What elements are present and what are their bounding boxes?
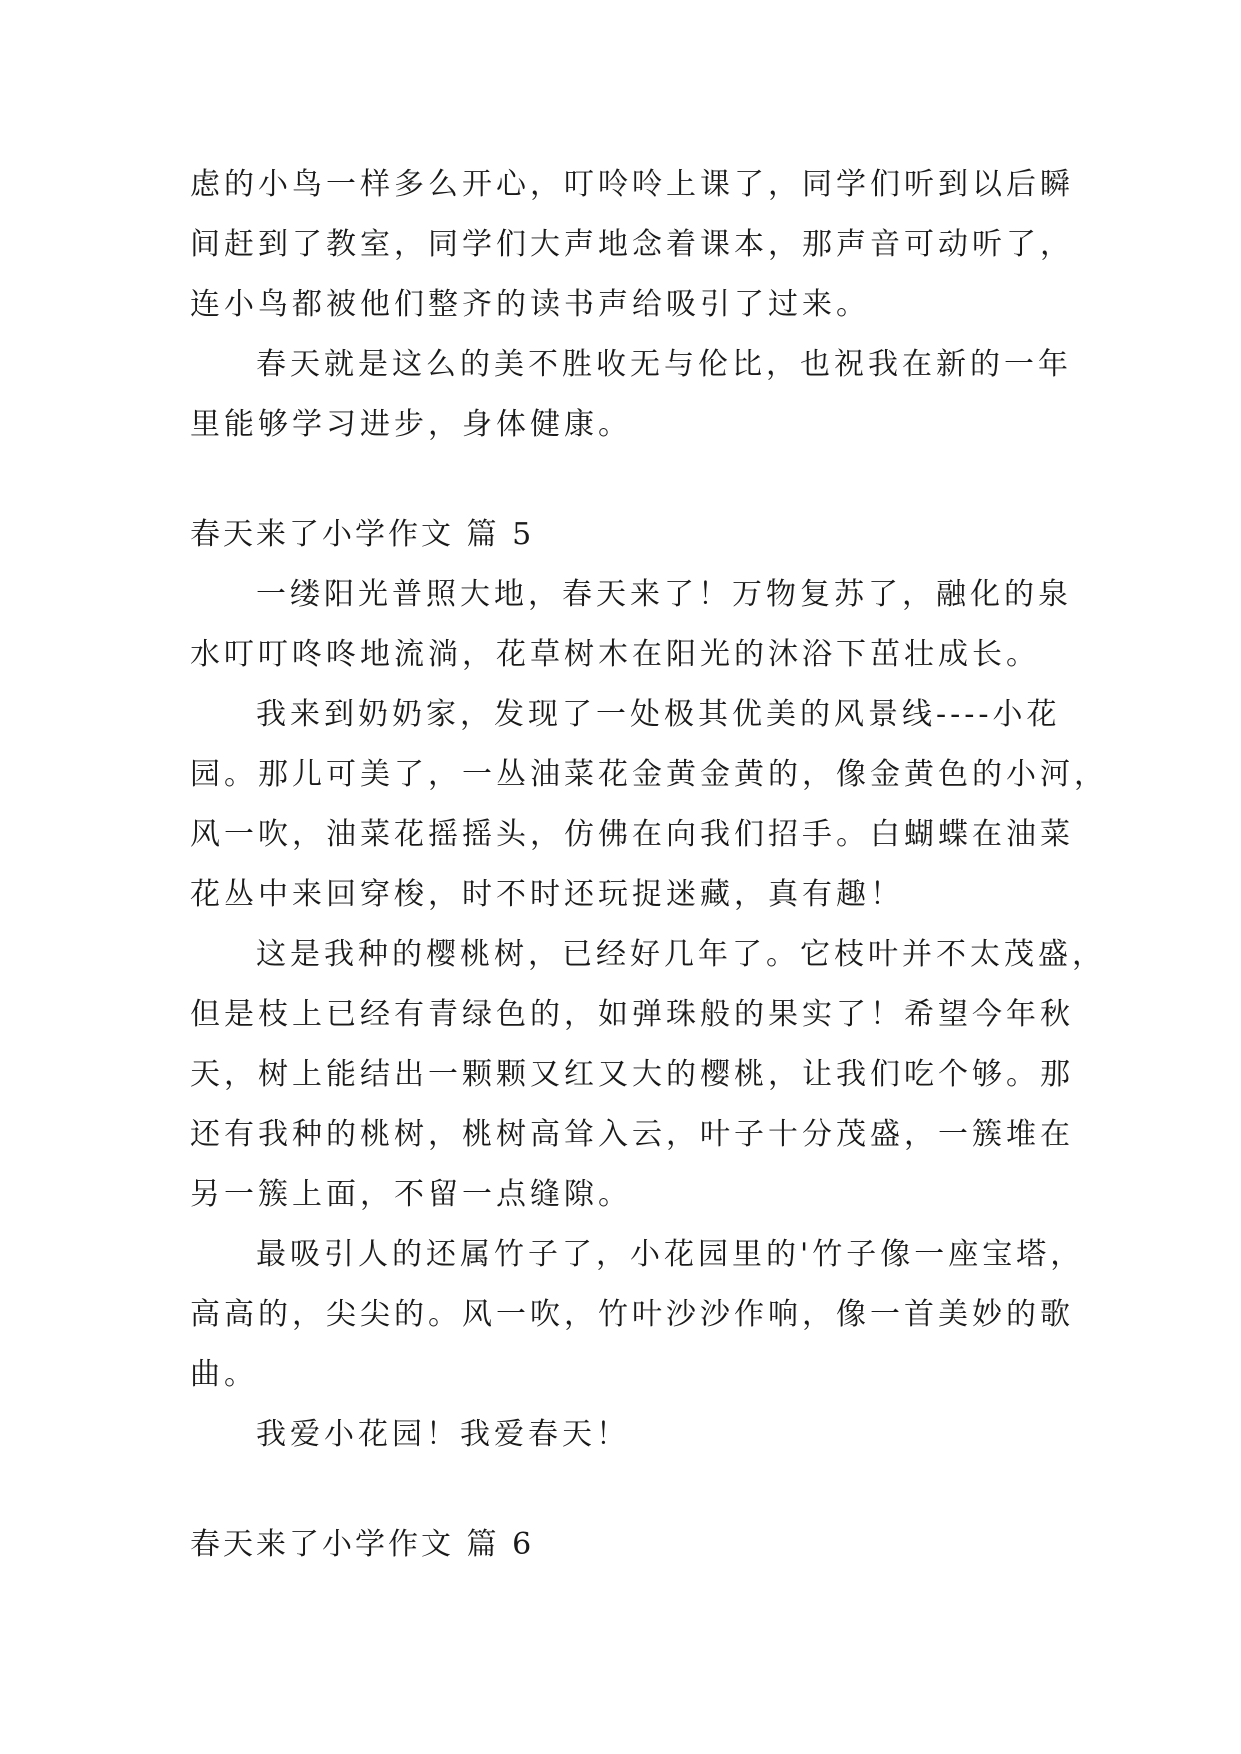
section-title: 春天来了小学作文 篇 6 (190, 1527, 535, 1562)
section-title: 春天来了小学作文 篇 5 (190, 517, 535, 552)
text-line: 春天就是这么的美不胜收无与伦比，也祝我在新的一年 (256, 347, 1072, 382)
text-line: 里能够学习进步，身体健康。 (190, 407, 632, 442)
text-line: 另一簇上面，不留一点缝隙。 (190, 1177, 632, 1212)
text-line: 我爱小花园！我爱春天！ (256, 1417, 630, 1452)
text-line: 一缕阳光普照大地，春天来了！万物复苏了，融化的泉 (256, 577, 1072, 612)
text-line: 天，树上能结出一颗颗又红又大的樱桃，让我们吃个够。那 (190, 1057, 1074, 1092)
text-line: 曲。 (190, 1357, 258, 1392)
text-line: 还有我种的桃树，桃树高耸入云，叶子十分茂盛，一簇堆在 (190, 1117, 1074, 1152)
text-line: 高高的，尖尖的。风一吹，竹叶沙沙作响，像一首美妙的歌 (190, 1297, 1074, 1332)
text-line: 花丛中来回穿梭，时不时还玩捉迷藏，真有趣！ (190, 877, 904, 912)
text-line: 间赶到了教室，同学们大声地念着课本，那声音可动听了， (190, 227, 1074, 262)
text-line: 我来到奶奶家，发现了一处极其优美的风景线----小花 (256, 697, 1061, 732)
text-line: 连小鸟都被他们整齐的读书声给吸引了过来。 (190, 287, 870, 322)
text-line: 最吸引人的还属竹子了，小花园里的'竹子像一座宝塔， (256, 1237, 1085, 1272)
text-line: 水叮叮咚咚地流淌，花草树木在阳光的沐浴下茁壮成长。 (190, 637, 1040, 672)
text-line: 风一吹，油菜花摇摇头，仿佛在向我们招手。白蝴蝶在油菜 (190, 817, 1074, 852)
text-line: 这是我种的樱桃树，已经好几年了。它枝叶并不太茂盛， (256, 937, 1106, 972)
text-line: 虑的小鸟一样多么开心，叮呤呤上课了，同学们听到以后瞬 (190, 167, 1074, 202)
text-line: 园。那儿可美了，一丛油菜花金黄金黄的，像金黄色的小河， (190, 757, 1108, 792)
text-line: 但是枝上已经有青绿色的，如弹珠般的果实了！希望今年秋 (190, 997, 1074, 1032)
